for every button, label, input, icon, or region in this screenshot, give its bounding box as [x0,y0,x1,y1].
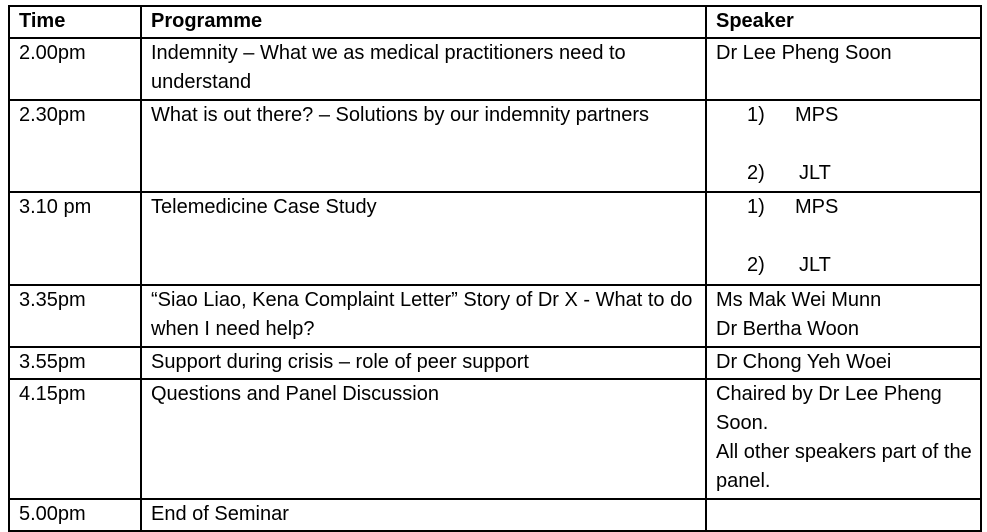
table-row [9,379,981,499]
list-number: 1) [747,104,765,126]
speaker-name: Dr Lee Pheng Soon [716,42,892,64]
table-row [9,38,981,100]
table-row [9,285,981,347]
programme-cell: Telemedicine Case Study [141,192,706,285]
time-cell: 3.10 pm [9,192,141,285]
speaker-name: Dr Chong Yeh Woei [716,351,892,373]
programme-cell: Questions and Panel Discussion [141,379,706,499]
header-time: Time [9,6,141,38]
speaker-name: MPS [795,196,839,218]
speaker-note: Chaired by Dr Lee Pheng Soon. [716,383,942,434]
time-cell: 4.15pm [9,379,141,499]
programme-cell: Indemnity – What we as medical practitioners need to understand [141,38,706,100]
programme-cell: What is out there? – Solutions by our indemnity partners [141,100,706,192]
list-item [747,159,980,188]
speaker-numbered-list [716,101,980,188]
speaker-name: Dr Bertha Woon [716,318,860,340]
table-row [9,499,981,531]
speaker-numbered-list [716,193,980,280]
table-row [9,100,981,192]
list-number: 2) [747,162,765,184]
table-row [9,192,981,285]
speaker-note: All other speakers part of the panel. [716,441,972,492]
speaker-cell [706,285,981,347]
list-number: 2) [747,254,765,276]
list-item [747,101,980,130]
table-header-row [9,6,981,38]
speaker-name: JLT [799,162,831,184]
speaker-name: Ms Mak Wei Munn [716,289,882,311]
programme-cell: “Siao Liao, Kena Complaint Letter” Story of Dr X - What to do when I need help? [141,285,706,347]
time-cell: 2.30pm [9,100,141,192]
seminar-schedule-table [8,5,982,532]
programme-cell: End of Seminar [141,499,706,531]
speaker-cell [706,499,981,531]
header-speaker: Speaker [706,6,981,38]
speaker-cell [706,379,981,499]
speaker-name: MPS [795,104,839,126]
speaker-cell [706,347,981,379]
time-cell: 2.00pm [9,38,141,100]
speaker-cell [706,192,981,285]
programme-cell: Support during crisis – role of peer support [141,347,706,379]
speaker-name: JLT [799,254,831,276]
time-cell: 3.55pm [9,347,141,379]
list-number: 1) [747,196,765,218]
list-item [747,251,980,280]
table-row [9,347,981,379]
list-item [747,193,980,222]
speaker-cell [706,38,981,100]
header-programme: Programme [141,6,706,38]
speaker-cell [706,100,981,192]
time-cell: 3.35pm [9,285,141,347]
time-cell: 5.00pm [9,499,141,531]
